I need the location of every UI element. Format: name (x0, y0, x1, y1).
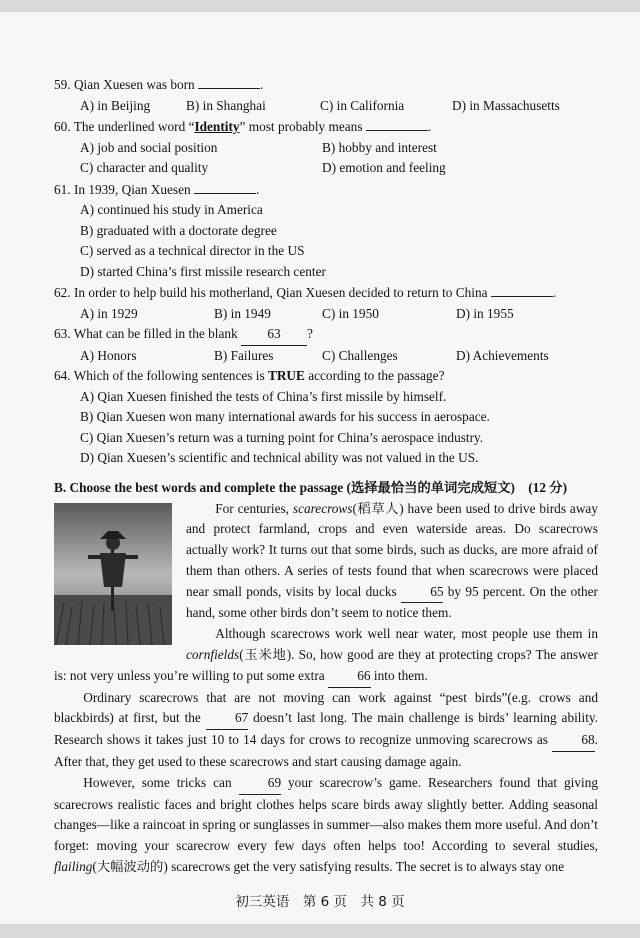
answer-blank (366, 116, 428, 131)
option-b: B) graduated with a doctorate degree (80, 222, 277, 238)
punct: . (427, 119, 432, 134)
question-59-options (54, 96, 598, 117)
question-stem: 60. The underlined word “ (54, 119, 195, 134)
text: (大幅波动的) scarecrows get the very satisfying results. The secret is to always stay one (92, 859, 565, 875)
blank-69: 69 (239, 773, 282, 795)
option-d: D) in Massachusetts (452, 97, 560, 113)
blank-68: 68 (552, 730, 595, 752)
question-59 (54, 74, 598, 96)
page-content (54, 74, 598, 878)
question-60 (54, 116, 598, 138)
scarecrow-illustration (54, 503, 172, 645)
paragraph-4 (54, 773, 598, 878)
question-stem-end: ” most probably means (239, 119, 363, 134)
term-scarecrows: scarecrows (292, 500, 353, 516)
section-b-heading: B. Choose the best words and complete the passage (选择最恰当的单词完成短文) (12 分) (54, 479, 568, 495)
option-c: C) character and quality (80, 160, 209, 175)
question-stem-end: according to the passage? (304, 368, 445, 383)
question-63-options (54, 346, 598, 367)
question-stem: 63. What can be filled in the blank (54, 326, 238, 341)
question-62 (54, 282, 598, 304)
text: Ordinary scarecrows that are not moving can work against “pest birds”(e.g. crows and blackbirds) at first, but the (54, 689, 598, 726)
question-60-options-row2 (54, 158, 598, 179)
option-c: C) served as a technical director in the US (80, 243, 305, 258)
blank-63: 63 (241, 324, 307, 346)
text: (稻草人) have been used to drive birds away and protect farmland, crops and even waterside areas. Do scarecrows actually work? It turns out that some birds, such as ducks, are more afraid of them than others. A series of tests found that when scarecrows were placed near small ponds, visits by local ducks (186, 500, 598, 599)
option-a: A) in 1929 (80, 305, 138, 321)
option-b: B) Qian Xuesen won many international awards for his success in aerospace. (80, 409, 490, 424)
option-a: A) Honors (80, 347, 137, 363)
option-d: D) in 1955 (456, 305, 514, 321)
answer-blank (491, 282, 553, 297)
option-a: A) continued his study in America (80, 202, 263, 217)
option-c: C) in California (320, 97, 405, 113)
option-a: A) Qian Xuesen finished the tests of China’s first missile by himself. (80, 388, 447, 404)
punct: . (255, 181, 260, 197)
option-a: A) in Beijing (80, 97, 151, 113)
question-63 (54, 324, 598, 346)
question-64 (54, 366, 598, 387)
punct: . (260, 77, 264, 92)
answer-blank (198, 74, 260, 89)
option-b: B) hobby and interest (322, 139, 437, 155)
option-b: B) in 1949 (214, 305, 271, 321)
option-b: B) Failures (214, 347, 274, 363)
option-d: D) started China’s first missile research center (80, 263, 326, 279)
exam-page (0, 12, 640, 924)
question-60-options-row1 (54, 138, 598, 159)
option-a: A) job and social position (80, 139, 218, 155)
section-b-passage (54, 499, 598, 878)
option-d: D) Achievements (456, 347, 549, 363)
punct: . (552, 285, 557, 300)
bold-word: TRUE (267, 368, 305, 383)
option-d: D) Qian Xuesen’s scientific and technical ability was not valued in the US. (80, 450, 479, 465)
text: (玉米地). So, how good are they at protecting crops? The answer is: not very unless you’re willing to put some extra (54, 647, 598, 683)
option-c: C) Qian Xuesen’s return was a turning point for China’s aerospace industry. (80, 429, 484, 445)
option-d: D) emotion and feeling (322, 160, 446, 175)
punct: ? (306, 326, 313, 341)
option-b: B) in Shanghai (186, 97, 266, 113)
question-62-options (54, 304, 598, 325)
question-stem: 62. In order to help build his motherland, Qian Xuesen decided to return to China (54, 285, 488, 300)
paragraph-3 (54, 688, 598, 773)
answer-blank (194, 179, 256, 194)
option-c: C) in 1950 (322, 305, 379, 321)
text: However, some tricks can (83, 774, 239, 790)
blank-65: 65 (401, 582, 444, 604)
text: your scarecrow’s game. Researchers found that giving scarecrows realistic faces and bright clothes helps scare birds away slightly better. Adding seasonal changes—like a raincoat in spring or sunglasses in summer—also makes them more useful. And don’t forget: moving your scarecrow every few days often helps too! According to several studies, (54, 774, 598, 854)
text: Although scarecrows work well near water, most people use them in (215, 626, 598, 642)
text: into them. (370, 667, 428, 683)
text: doesn’t last long. The main challenge is birds’ learning ability. Research shows it takes just 10 to 14 days for crows to recognize unmoving scarecrows as (54, 710, 598, 748)
term-cornfields: cornfields (186, 647, 240, 663)
blank-67: 67 (206, 708, 249, 730)
question-stem: 59. Qian Xuesen was born (54, 77, 195, 92)
page-footer: 初三英语 第 6 页 共 8 页 (235, 894, 405, 910)
text: by 95 percent. On the other hand, some other birds don’t seem to notice them. (186, 583, 598, 621)
question-stem: 64. Which of the following sentences is (54, 368, 268, 383)
question-stem: 61. In 1939, Qian Xuesen (54, 181, 191, 197)
text: . After that, they get used to these scarecrows and start causing damage again. (54, 732, 598, 770)
text: For centuries, (215, 500, 293, 516)
scarecrow-image (54, 503, 172, 645)
question-61 (54, 179, 598, 201)
option-c: C) Challenges (322, 347, 398, 363)
term-flailing: flailing (54, 859, 93, 875)
blank-66: 66 (328, 666, 371, 688)
underlined-word: Identity (194, 119, 240, 134)
